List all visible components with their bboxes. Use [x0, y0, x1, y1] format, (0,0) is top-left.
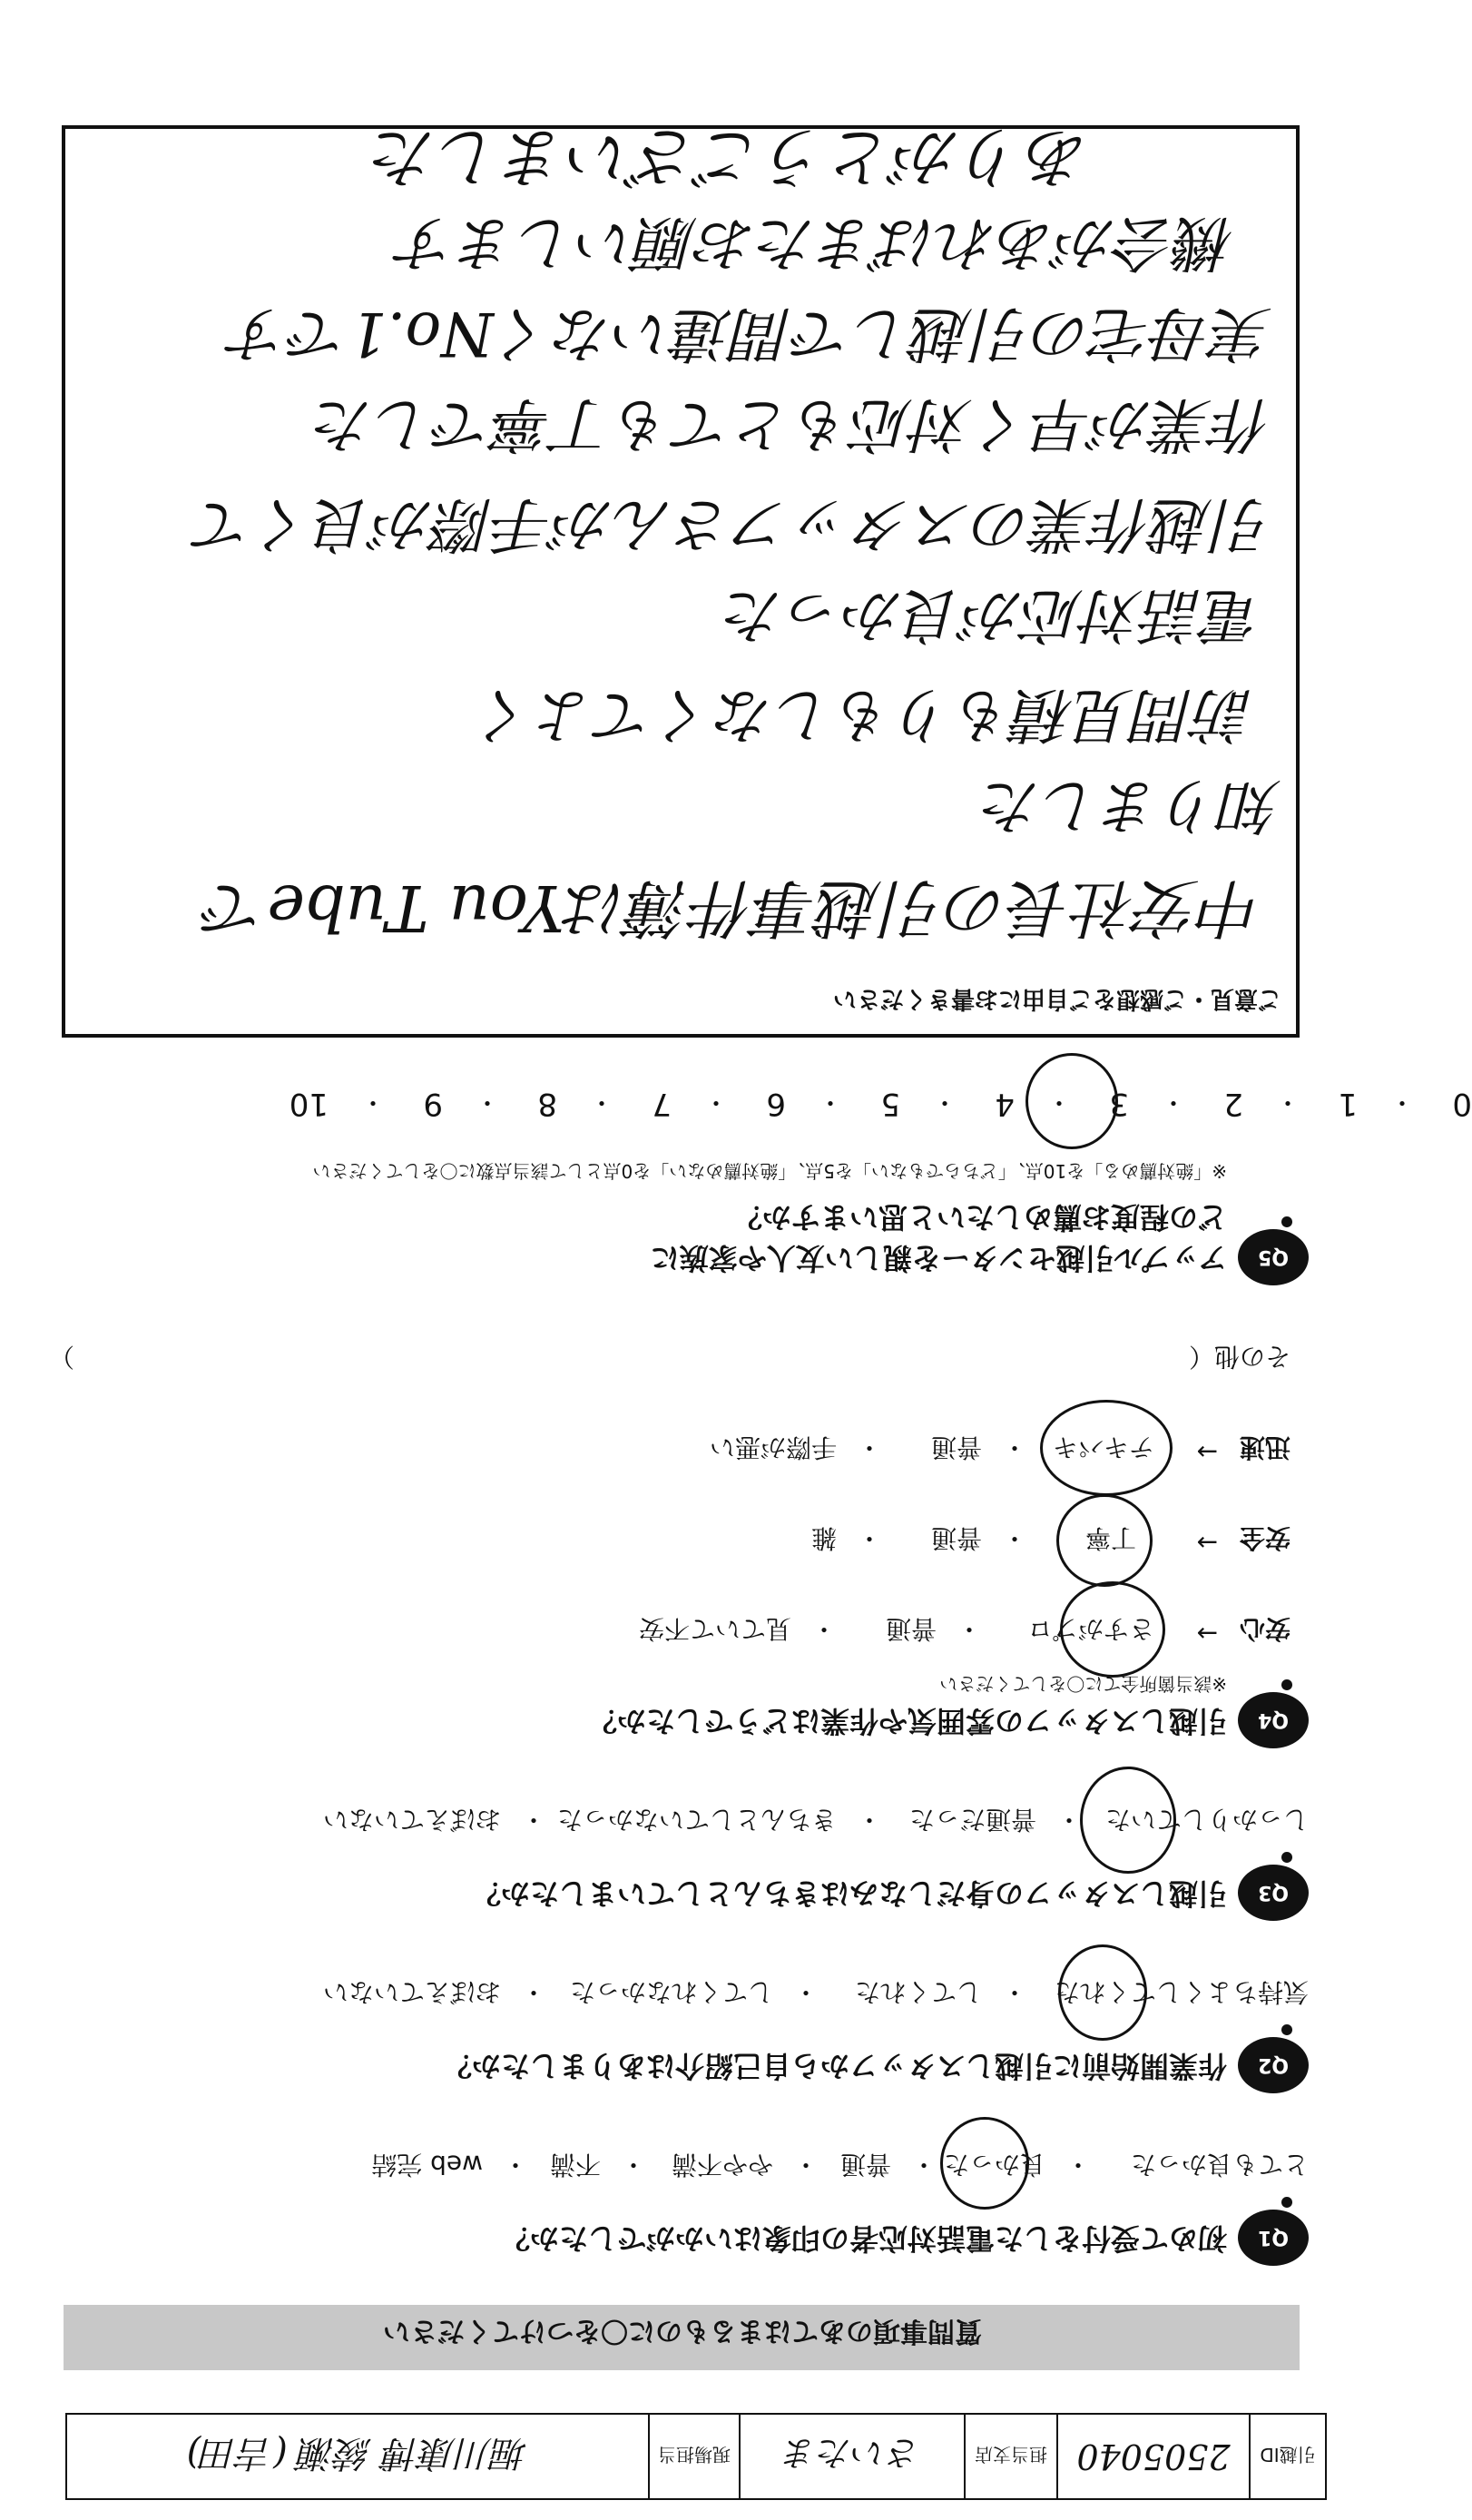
q1-sep-5: ・: [502, 2150, 528, 2180]
q1-option-5: 不満: [549, 2150, 601, 2180]
q5-scale-value: 1: [1338, 1086, 1358, 1122]
q5-scale-dot: ・: [931, 1088, 957, 1117]
q4-row3-label: 迅速: [1239, 1432, 1290, 1462]
q5-badge: Q5: [1238, 1229, 1309, 1285]
q3-sep-1: ・: [1055, 1805, 1082, 1835]
q3-option-3: きちんとしていなかった: [556, 1805, 837, 1835]
q5-note: ※「絶対薦める」を10点、「どちらでもない」を5点、「絶対薦めない」を0点として該当点数に〇をしてください: [312, 1160, 1227, 1182]
q3-sep-2: ・: [856, 1805, 882, 1835]
q4-row3-sep-2: ・: [856, 1432, 882, 1462]
comment-line-3: 訪問見積もりもしなくてよく: [476, 680, 1254, 750]
q1-sep-3: ・: [792, 2150, 819, 2180]
q1-option-1: とても良かった: [1130, 2150, 1309, 2180]
q4-other-label: その他（: [1188, 1342, 1290, 1372]
q4-row2-arrow: →: [1196, 1528, 1218, 1558]
q2-option-3: してくれなかった: [569, 1977, 773, 2007]
q5-scale-dot: ・: [1274, 1088, 1300, 1117]
q4-row2-label: 安全: [1239, 1523, 1290, 1553]
q1-text: 初めて受付をした電話対応者の印象はいかがでしたか？: [500, 2221, 1227, 2256]
q5-scale-value: 5: [880, 1086, 900, 1122]
q5-scale-dot: ・: [1160, 1088, 1186, 1117]
q4-row1-sep-1: ・: [956, 1614, 982, 1644]
staff-value-cell: 堀川康博 綾瀬 (吉田): [186, 2432, 529, 2475]
q3-badge: Q3: [1238, 1865, 1309, 1921]
q1-sep-2: ・: [910, 2150, 937, 2180]
q5-scale-value: 10: [289, 1086, 329, 1122]
branch-value-cell: さいたま: [739, 2415, 964, 2498]
comment-line-4: 電話対応が良かった: [724, 580, 1263, 650]
q4-note: ※該当箇所全てに〇をしてください: [939, 1673, 1227, 1695]
q1-option-3: 普通: [839, 2150, 891, 2180]
q2-text: 作業開始前に引越しスタッフから自己紹介はありましたか？: [442, 2049, 1227, 2083]
q4-row2-selection-circle: [1056, 1494, 1153, 1587]
q4-row1-arrow: →: [1196, 1619, 1218, 1649]
q1-option-6: web 完結: [371, 2150, 483, 2180]
q1-sep-4: ・: [620, 2150, 646, 2180]
q5-text-line1: アップル引越センターを親しい友人や家族に: [650, 1241, 1227, 1275]
comment-line-9: ありがとうございました: [371, 119, 1091, 195]
branch-label-cell: 担当支店: [964, 2415, 1056, 2498]
q5-scale-value: 0: [1452, 1086, 1472, 1122]
q5-selection-circle: [1025, 1053, 1118, 1149]
q4-row3-sep-1: ・: [1001, 1432, 1027, 1462]
q4-row3-selection-circle: [1040, 1400, 1173, 1496]
q5-scale-value: 8: [537, 1086, 557, 1122]
q2-option-2: してくれた: [854, 1977, 982, 2007]
q5-scale-value: 3: [1109, 1086, 1129, 1122]
q2-option-1: 気持ちよくしてくれた: [1054, 1977, 1309, 2007]
comment-line-2: 知りました: [982, 771, 1281, 841]
q5-scale-dot: ・: [1045, 1088, 1072, 1117]
q4-row1-option-1: さすがプロ: [1026, 1614, 1154, 1644]
q3-option-2: 普通だった: [908, 1805, 1036, 1835]
q2-option-4: おぼえていない: [322, 1977, 501, 2007]
q1-option-4: やや不満: [671, 2150, 773, 2180]
q4-row3-option-2: 普通: [930, 1432, 982, 1462]
staff-label-cell: 現場担当: [648, 2415, 739, 2498]
q4-text: 引越しスタッフの雰囲気や作業はどうでしたか？: [587, 1704, 1227, 1738]
comment-line-8: 機会があればまたお願いします: [397, 208, 1236, 278]
comment-line-7: 実母宅の引越しで間違いなくNo.1です: [229, 299, 1272, 369]
q3-selection-circle: [1080, 1767, 1176, 1874]
comment-line-5: 引越作業のスタッフさんが手際が良くて: [194, 489, 1272, 559]
id-label-cell: 引越ID: [1249, 2415, 1325, 2498]
header-table: [65, 2413, 1327, 2500]
q4-row2-option-1: 丁寧: [1084, 1523, 1136, 1553]
q5-scale-value: 7: [652, 1086, 672, 1122]
q4-row1-option-3: 見ていて不安: [638, 1614, 791, 1644]
comment-line-1: 中安社長の引越事件簿はYou Tubeで: [203, 871, 1263, 945]
q4-row2-option-2: 普通: [930, 1523, 982, 1553]
q4-row3-option-1: テキパキ: [1052, 1432, 1154, 1462]
q4-row2-option-3: 雑: [810, 1523, 837, 1553]
q4-row1-sep-2: ・: [810, 1614, 837, 1644]
q4-row1-selection-circle: [1060, 1581, 1165, 1678]
q5-scale-dot: ・: [702, 1088, 729, 1117]
q3-sep-3: ・: [520, 1805, 546, 1835]
q3-option-1: しっかりしていた: [1104, 1805, 1309, 1835]
q5-scale-value: 6: [766, 1086, 786, 1122]
q4-row1-label: 安心: [1239, 1614, 1290, 1644]
comment-line-6: 作業が早く対応もとても丁寧でした: [314, 389, 1272, 459]
q5-scale-dot: ・: [588, 1088, 614, 1117]
q4-row1-option-2: 普通: [885, 1614, 937, 1644]
q5-scale-value: 4: [995, 1086, 1015, 1122]
q5-scale-value: 2: [1223, 1086, 1243, 1122]
q2-sep-1: ・: [1001, 1977, 1027, 2007]
q4-row3-option-3: 手際が悪い: [709, 1432, 837, 1462]
q4-row2-sep-1: ・: [1001, 1523, 1027, 1553]
comments-heading: ご意見・ご感想をご自由にお書きください: [832, 985, 1281, 1012]
q2-sep-2: ・: [792, 1977, 819, 2007]
q5-scale-dot: ・: [1389, 1088, 1415, 1117]
q1-selection-circle: [940, 2117, 1029, 2210]
q4-row3-arrow: →: [1196, 1437, 1218, 1467]
q5-scale-dot: ・: [474, 1088, 500, 1117]
q2-sep-3: ・: [520, 1977, 546, 2007]
q1-badge: Q1: [1238, 2210, 1309, 2266]
q5-scale-dot: ・: [359, 1088, 386, 1117]
q3-option-4: おぼえていない: [322, 1805, 501, 1835]
id-value-cell: 2505040: [1056, 2415, 1249, 2498]
q2-selection-circle: [1058, 1944, 1147, 2041]
q5-scale-value: 9: [423, 1086, 443, 1122]
q3-text: 引越しスタッフの身だしなみはきちんとしていましたか？: [471, 1876, 1227, 1911]
q5-text-line2: どの程度お薦めしたいと思いますか？: [732, 1200, 1227, 1235]
q4-row2-sep-2: ・: [856, 1523, 882, 1553]
q1-option-2: 良かった: [943, 2150, 1045, 2180]
q2-badge: Q2: [1238, 2037, 1309, 2093]
q4-badge: Q4: [1238, 1692, 1309, 1748]
instruction-text: 質問事項のあてはまるものに〇をつけてください: [383, 2315, 982, 2347]
q5-scale-dot: ・: [817, 1088, 843, 1117]
q1-sep-1: ・: [1065, 2150, 1091, 2180]
q4-other-close: ）: [48, 1342, 74, 1372]
